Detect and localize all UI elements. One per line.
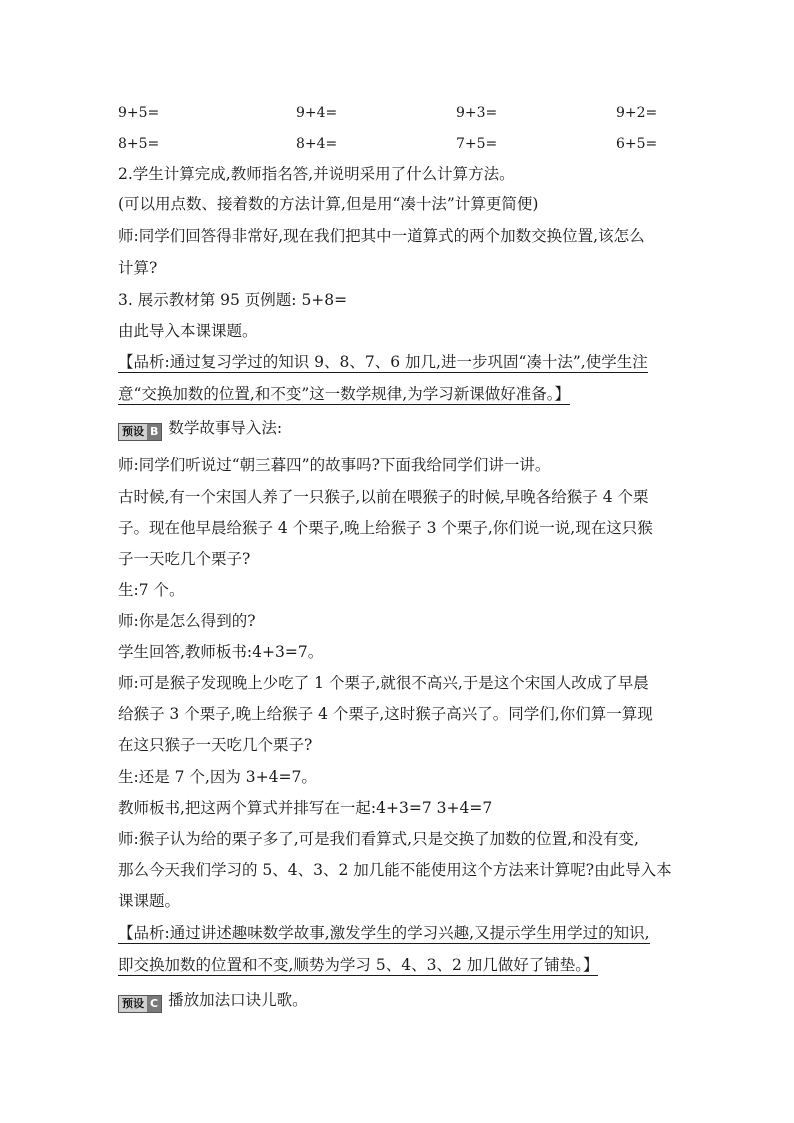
section-title: 数学故事导入法:: [168, 419, 283, 437]
calc-item: 9+5=: [118, 105, 160, 121]
analysis-text: 【品析:通过复习学过的知识 9、8、7、6 加几,进一步巩固“凑十法”,使学生注: [118, 353, 648, 371]
analysis-note: [118, 955, 598, 975]
paragraph-line: 古时候,有一个宋国人养了一只猴子,以前在喂猴子的时候,早晚各给猴子 4 个栗: [118, 488, 649, 506]
paragraph-line: 子。现在他早晨给猴子 4 个栗子,晚上给猴子 3 个栗子,你们说一说,现在这只猴: [118, 519, 653, 537]
paragraph-line: 由此导入本课课题。: [118, 322, 258, 340]
preset-badge-c: 预设 C: [118, 995, 162, 1013]
analysis-text: 意“交换加数的位置,和不变”这一数学规律,为学习新课做好准备。】: [118, 385, 570, 403]
paragraph-line: 生:7 个。: [118, 581, 185, 599]
section-heading-c: [118, 990, 308, 1013]
paragraph-line: 学生回答,教师板书:4+3=7。: [118, 643, 324, 661]
paragraph-line: 计算?: [118, 259, 158, 277]
paragraph-line: (可以用点数、接着数的方法计算,但是用“凑十法”计算更简便): [118, 195, 539, 213]
calc-item: 9+2=: [616, 105, 658, 121]
analysis-note: [118, 923, 650, 943]
preset-badge-b: 预设 B: [118, 423, 162, 441]
paragraph-line: 那么今天我们学习的 5、4、3、2 加几能不能使用这个方法来计算呢?由此导入本: [118, 861, 672, 879]
paragraph-line: 教师板书,把这两个算式并排写在一起:4+3=7 3+4=7: [118, 799, 493, 817]
calc-item: 6+5=: [616, 136, 658, 152]
analysis-text: 即交换加数的位置和不变,顺势为学习 5、4、3、2 加几做好了铺垫。】: [118, 956, 599, 974]
analysis-note: [118, 384, 570, 404]
paragraph-line: 在这只猴子一天吃几个栗子?: [118, 736, 313, 754]
paragraph-line: 师:你是怎么得到的?: [118, 612, 256, 630]
analysis-note: [118, 352, 648, 372]
paragraph-line: 子一天吃几个栗子?: [118, 550, 251, 568]
paragraph-line: 课课题。: [118, 892, 181, 910]
paragraph-line: 师:同学们听说过“朝三暮四”的故事吗?下面我给同学们讲一讲。: [118, 456, 551, 474]
calc-item: 9+3=: [456, 105, 498, 121]
paragraph-line: 师:可是猴子发现晚上少吃了 1 个栗子,就很不高兴,于是这个宋国人改成了早晨: [118, 674, 649, 692]
paragraph-line: 2.学生计算完成,教师指名答,并说明采用了什么计算方法。: [118, 165, 515, 183]
calc-item: 7+5=: [456, 136, 498, 152]
paragraph-line: 师:猴子认为给的栗子多了,可是我们看算式,只是交换了加数的位置,和没有变,: [118, 830, 639, 848]
calc-item: 9+4=: [296, 105, 338, 121]
paragraph-line: 3. 展示教材第 95 页例题: 5+8=: [118, 291, 348, 309]
section-heading-b: [118, 418, 282, 441]
calc-item: 8+5=: [118, 136, 160, 152]
calc-item: 8+4=: [296, 136, 338, 152]
section-title: 播放加法口诀儿歌。: [168, 991, 308, 1009]
paragraph-line: 师:同学们回答得非常好,现在我们把其中一道算式的两个加数交换位置,该怎么: [118, 227, 645, 245]
paragraph-line: 给猴子 3 个栗子,晚上给猴子 4 个栗子,这时猴子高兴了。同学们,你们算一算现: [118, 705, 653, 723]
analysis-text: 【品析:通过讲述趣味数学故事,激发学生的学习兴趣,又提示学生用学过的知识,: [118, 924, 650, 942]
paragraph-line: 生:还是 7 个,因为 3+4=7。: [118, 768, 317, 786]
